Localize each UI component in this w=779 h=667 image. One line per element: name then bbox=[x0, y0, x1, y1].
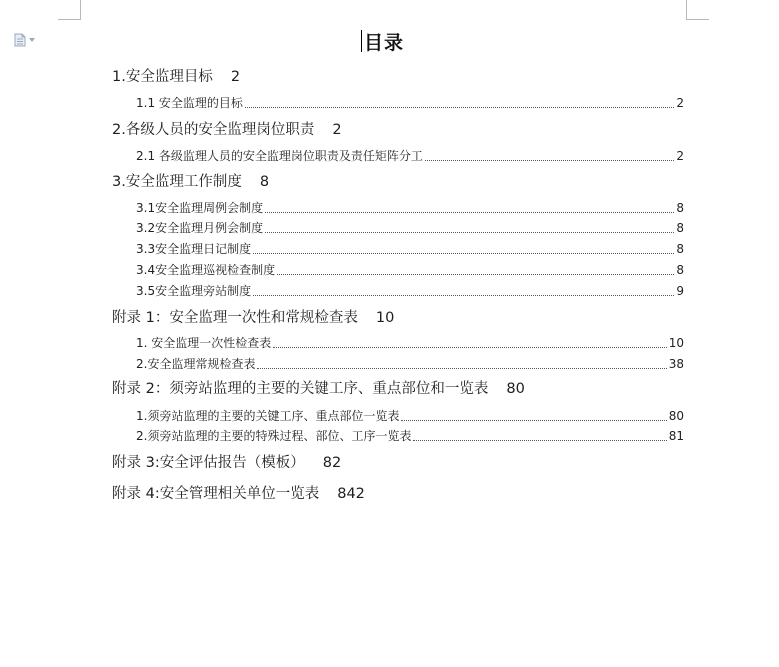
toc-subentry[interactable] bbox=[136, 96, 684, 111]
toc-entry-label: 2.须旁站监理的主要的特殊过程、部位、工序一览表 bbox=[136, 429, 412, 443]
toc-entry-page-number: 8 bbox=[676, 221, 684, 235]
dot-leader bbox=[245, 107, 674, 108]
toc-entry-label: 3.1安全监理周例会制度 bbox=[136, 201, 264, 215]
toc-entry-label: 附录 2：须旁站监理的主要的关键工序、重点部位和一览表 bbox=[112, 381, 489, 397]
dot-leader bbox=[265, 232, 674, 233]
toc-entry-page-number: 80 bbox=[668, 409, 684, 423]
dot-leader bbox=[257, 368, 666, 369]
toc-subentry[interactable] bbox=[136, 357, 684, 372]
toc-entry-label: 2.安全监理常规检查表 bbox=[136, 357, 256, 371]
document-icon bbox=[14, 33, 26, 47]
toc-entry-label: 附录 1：安全监理一次性和常规检查表 bbox=[112, 310, 358, 326]
toc-entry-label: 附录 4:安全管理相关单位一览表 bbox=[112, 486, 320, 502]
toc-heading-entry[interactable] bbox=[112, 309, 394, 327]
toc-entry-label: 2.1 各级监理人员的安全监理岗位职责及责任矩阵分工 bbox=[136, 149, 423, 163]
toc-entry-label: 2.各级人员的安全监理岗位职责 bbox=[112, 122, 315, 138]
toc-subentry[interactable] bbox=[136, 201, 684, 216]
toc-heading-entry[interactable] bbox=[112, 173, 269, 191]
toc-subentry[interactable] bbox=[136, 336, 684, 351]
toc-subentry[interactable] bbox=[136, 429, 684, 444]
toc-entry-label: 3.2安全监理月例会制度 bbox=[136, 221, 264, 235]
toc-entry-page-number: 80 bbox=[506, 381, 525, 397]
toc-subentry[interactable] bbox=[136, 284, 684, 299]
toc-subentry[interactable] bbox=[136, 242, 684, 257]
page-corner-mark-top-left bbox=[58, 0, 81, 20]
toc-subentry[interactable] bbox=[136, 263, 684, 278]
chevron-down-icon bbox=[29, 38, 35, 42]
toc-heading-entry[interactable] bbox=[112, 121, 342, 139]
toc-subentry[interactable] bbox=[136, 409, 684, 424]
dot-leader bbox=[277, 274, 674, 275]
toc-entry-label: 1.1 安全监理的目标 bbox=[136, 96, 243, 110]
toc-entry-page-number: 2 bbox=[676, 96, 684, 110]
toc-entry-page-number: 8 bbox=[259, 174, 270, 190]
toc-entry-label: 3.安全监理工作制度 bbox=[112, 174, 242, 190]
toc-entry-page-number: 8 bbox=[676, 242, 684, 256]
dot-leader bbox=[253, 253, 674, 254]
dot-leader bbox=[265, 212, 674, 213]
dot-leader bbox=[253, 295, 674, 296]
toc-entry-page-number: 842 bbox=[337, 486, 365, 502]
toc-subentry[interactable] bbox=[136, 149, 684, 164]
toc-title: 目录 bbox=[364, 32, 405, 54]
toc-heading-entry[interactable] bbox=[112, 68, 240, 86]
toc-entry-label: 1. 安全监理一次性检查表 bbox=[136, 336, 272, 350]
toc-entry-page-number: 8 bbox=[676, 263, 684, 277]
toc-entry-label: 3.3安全监理日记制度 bbox=[136, 242, 252, 256]
toc-entry-page-number: 10 bbox=[375, 310, 395, 326]
toc-entry-page-number: 2 bbox=[332, 122, 342, 138]
text-cursor bbox=[361, 30, 362, 52]
page-corner-mark-top-right bbox=[686, 0, 709, 20]
toc-heading-entry[interactable] bbox=[112, 454, 341, 472]
toc-entry-page-number: 2 bbox=[676, 149, 684, 163]
toc-entry-page-number: 9 bbox=[676, 284, 684, 298]
dot-leader bbox=[273, 347, 666, 348]
toc-entry-page-number: 2 bbox=[230, 69, 241, 85]
toc-subentry[interactable] bbox=[136, 221, 684, 236]
toc-heading-entry[interactable] bbox=[112, 380, 525, 398]
toc-entry-label: 附录 3:安全评估报告（模板） bbox=[112, 455, 305, 471]
toc-entry-label: 1.须旁站监理的主要的关键工序、重点部位一览表 bbox=[136, 409, 400, 423]
toc-entry-page-number: 82 bbox=[322, 455, 342, 471]
document-tool-button[interactable] bbox=[14, 33, 35, 47]
toc-heading-entry[interactable] bbox=[112, 485, 365, 503]
toc-entry-page-number: 81 bbox=[668, 429, 684, 443]
toc-entry-label: 3.4安全监理巡视检查制度 bbox=[136, 263, 276, 277]
toc-entry-label: 3.5安全监理旁站制度 bbox=[136, 284, 252, 298]
toc-entry-page-number: 8 bbox=[676, 201, 684, 215]
toc-entry-label: 1.安全监理目标 bbox=[112, 69, 213, 85]
dot-leader bbox=[413, 440, 666, 441]
dot-leader bbox=[425, 160, 674, 161]
toc-entry-page-number: 38 bbox=[668, 357, 684, 371]
toc-entry-page-number: 10 bbox=[668, 336, 684, 350]
dot-leader bbox=[401, 420, 666, 421]
